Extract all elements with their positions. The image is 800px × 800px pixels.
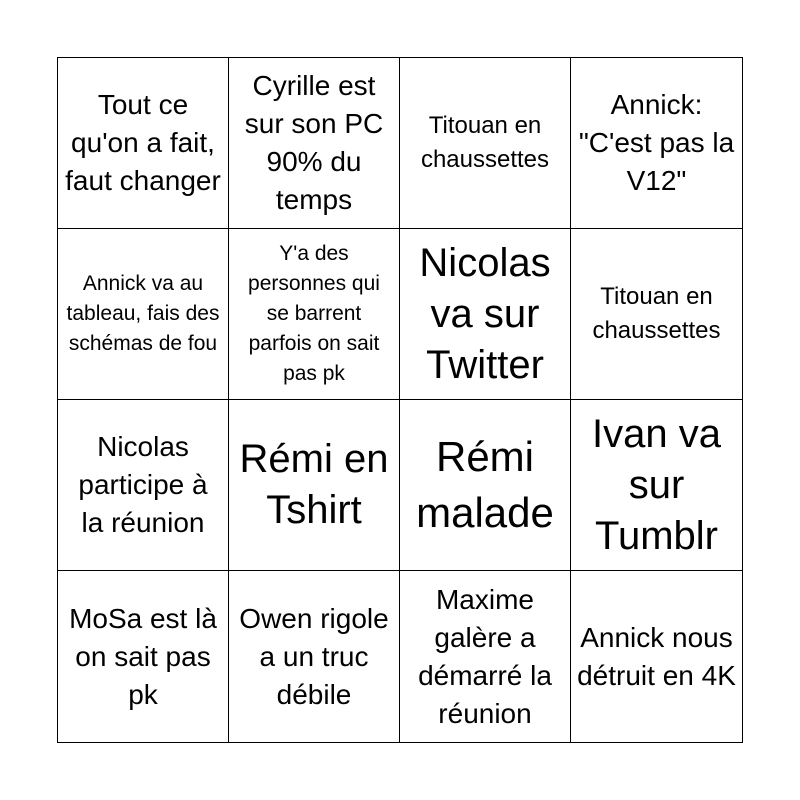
- bingo-cell[interactable]: Annick: "C'est pas la V12": [571, 58, 742, 229]
- bingo-cell[interactable]: Nicolas participe à la réunion: [58, 400, 229, 571]
- bingo-cell[interactable]: Maxime galère a démarré la réunion: [400, 571, 571, 742]
- bingo-cell[interactable]: Rémi malade: [400, 400, 571, 571]
- bingo-cell[interactable]: Titouan en chaussettes: [400, 58, 571, 229]
- bingo-cell[interactable]: Ivan va sur Tumblr: [571, 400, 742, 571]
- bingo-board: [57, 57, 743, 743]
- bingo-cell[interactable]: Annick nous détruit en 4K: [577, 621, 736, 691]
- bingo-cell[interactable]: Tout ce qu'on a fait, faut changer: [58, 58, 229, 229]
- bingo-cell[interactable]: Titouan en chaussettes: [571, 229, 742, 400]
- bingo-cell[interactable]: Owen rigole a un truc débile: [229, 571, 400, 742]
- bingo-cell[interactable]: Nicolas va sur Twitter: [400, 229, 571, 400]
- bingo-cell[interactable]: Y'a des personnes qui se barrent parfois on sait pas pk: [229, 229, 400, 400]
- bingo-cell[interactable]: Rémi en Tshirt: [229, 400, 400, 571]
- bingo-cell[interactable]: Annick va au tableau, fais des schémas de fou: [58, 229, 229, 400]
- bingo-cell[interactable]: Cyrille est sur son PC 90% du temps: [229, 58, 400, 229]
- bingo-cell[interactable]: MoSa est là on sait pas pk: [58, 571, 229, 742]
